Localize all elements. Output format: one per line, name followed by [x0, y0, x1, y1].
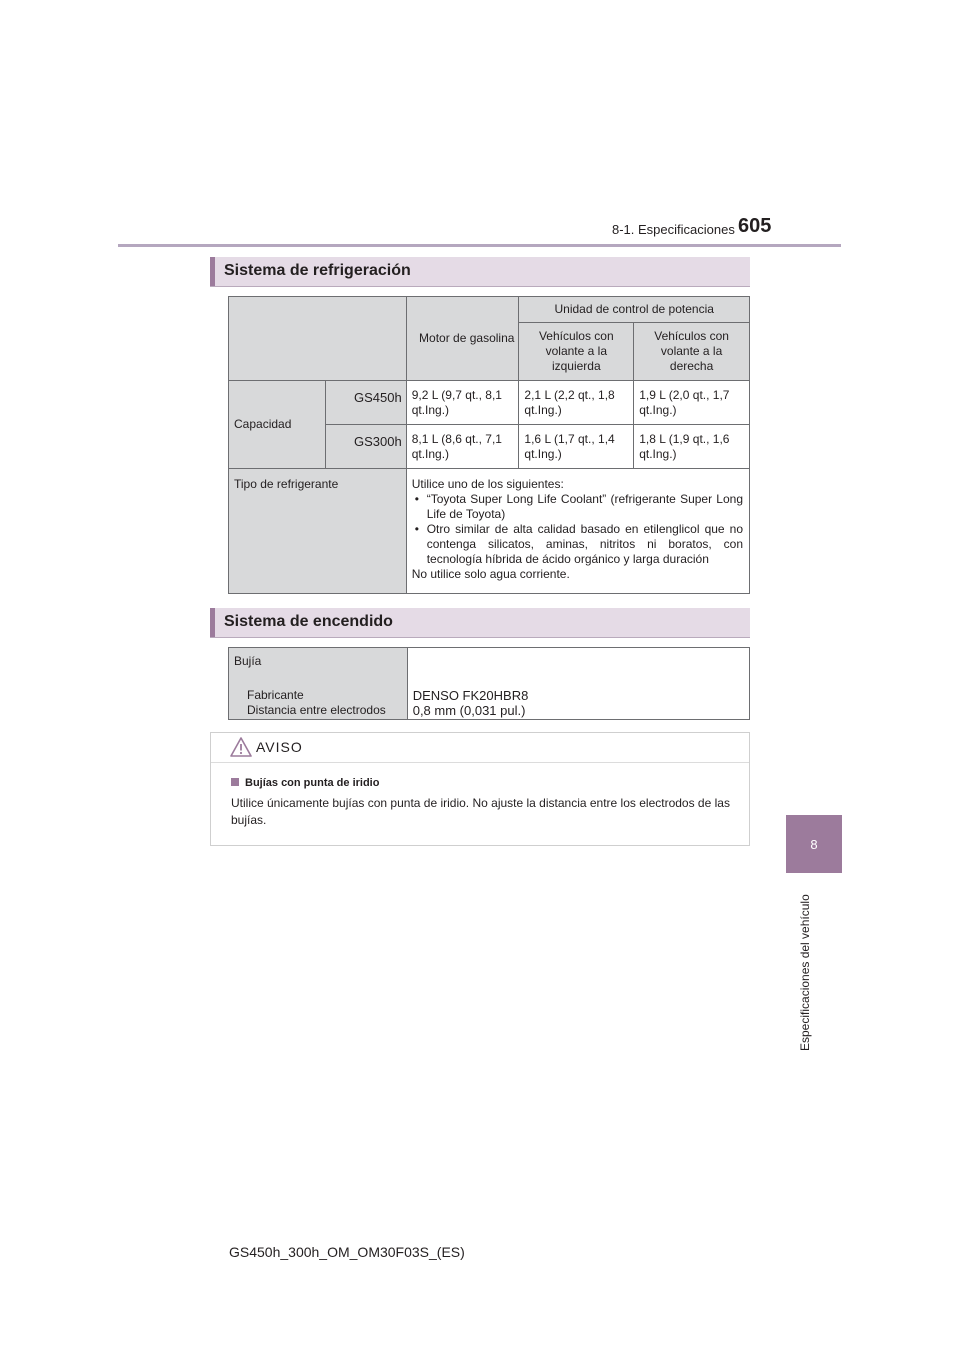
spark-plug-values	[407, 648, 749, 720]
capacity-value: 1,8 L (1,9 qt., 1,6 qt.Ing.)	[634, 425, 750, 469]
chapter-label	[784, 886, 812, 1051]
bullet-text: “Toyota Super Long Life Coolant” (refrigerante Super Long Life de Toyota)	[426, 492, 743, 521]
capacity-value: 9,2 L (9,7 qt., 8,1 qt.Ing.)	[406, 381, 519, 425]
coolant-intro: Utilice uno de los siguientes:	[411, 477, 564, 491]
document-code: GS450h_300h_OM_OM30F03S_(ES)	[229, 1244, 465, 1260]
spark-plug-label: Bujía	[234, 654, 262, 668]
notice-box	[210, 732, 750, 846]
corner-cell	[229, 297, 407, 381]
cooling-table	[228, 296, 750, 594]
capacity-value: 1,6 L (1,7 qt., 1,4 qt.Ing.)	[519, 425, 634, 469]
capacity-value: 1,9 L (2,0 qt., 1,7 qt.Ing.)	[634, 381, 750, 425]
gap-value: 0,8 mm (0,031 pul.)	[412, 703, 526, 718]
gap-label: Distancia entre electrodos	[247, 703, 386, 717]
cooling-section-title: Sistema de refrigeración	[224, 262, 411, 279]
ignition-section-title: Sistema de encendido	[224, 613, 393, 630]
coolant-type-label: Tipo de refrigerante	[229, 469, 407, 594]
capacity-value: 2,1 L (2,2 qt., 1,8 qt.Ing.)	[519, 381, 634, 425]
notice-subtitle: Bujías con punta de iridio	[231, 777, 379, 789]
chapter-tab	[786, 815, 842, 873]
coolant-note: No utilice solo agua corriente.	[411, 567, 570, 581]
square-bullet-icon	[231, 778, 239, 786]
chapter-title: Especificaciones del vehículo	[798, 894, 812, 1051]
ignition-table	[228, 647, 750, 720]
notice-header	[211, 733, 749, 763]
capacity-label: Capacidad	[229, 381, 326, 469]
coolant-type-value	[406, 469, 749, 594]
cooling-section-header	[210, 257, 750, 287]
ignition-section-header	[210, 608, 750, 638]
manufacturer-value: DENSO FK20HBR8	[412, 688, 529, 703]
warning-icon	[230, 737, 252, 757]
model-label: GS450h	[325, 381, 406, 425]
left-drive-header: Vehículos con volante a la izquierda	[519, 323, 634, 381]
coolant-bullet: • Otro similar de alta calidad basado en etilenglicol que no contenga silicatos, aminas, nitritos ni boratos, con tecnología híbrida de ácido orgánico y larga duración	[414, 522, 743, 566]
model-label: GS300h	[325, 425, 406, 469]
capacity-value: 8,1 L (8,6 qt., 7,1 qt.Ing.)	[406, 425, 519, 469]
manufacturer-label: Fabricante	[247, 688, 304, 702]
notice-title: AVISO	[256, 739, 303, 755]
page-number: 605	[738, 215, 772, 237]
spark-plug-cell	[229, 648, 408, 720]
chapter-number: 8	[810, 836, 818, 852]
motor-header: Motor de gasolina	[406, 297, 519, 381]
right-drive-header: Vehículos con volante a la derecha	[634, 323, 750, 381]
coolant-bullet: • “Toyota Super Long Life Coolant” (refrigerante Super Long Life de Toyota)	[414, 492, 743, 521]
bullet-text: Otro similar de alta calidad basado en etilenglicol que no contenga silicatos, aminas, nitritos ni boratos, con tecnología híbrida de ácido orgánico y larga duración	[426, 522, 743, 566]
notice-text: Utilice únicamente bujías con punta de iridio. No ajuste la distancia entre los electrodos de las bujías.	[231, 796, 730, 827]
section-header: 8-1. Especificaciones	[612, 222, 735, 237]
header-divider	[118, 244, 841, 247]
pcu-header: Unidad de control de potencia	[519, 297, 750, 323]
